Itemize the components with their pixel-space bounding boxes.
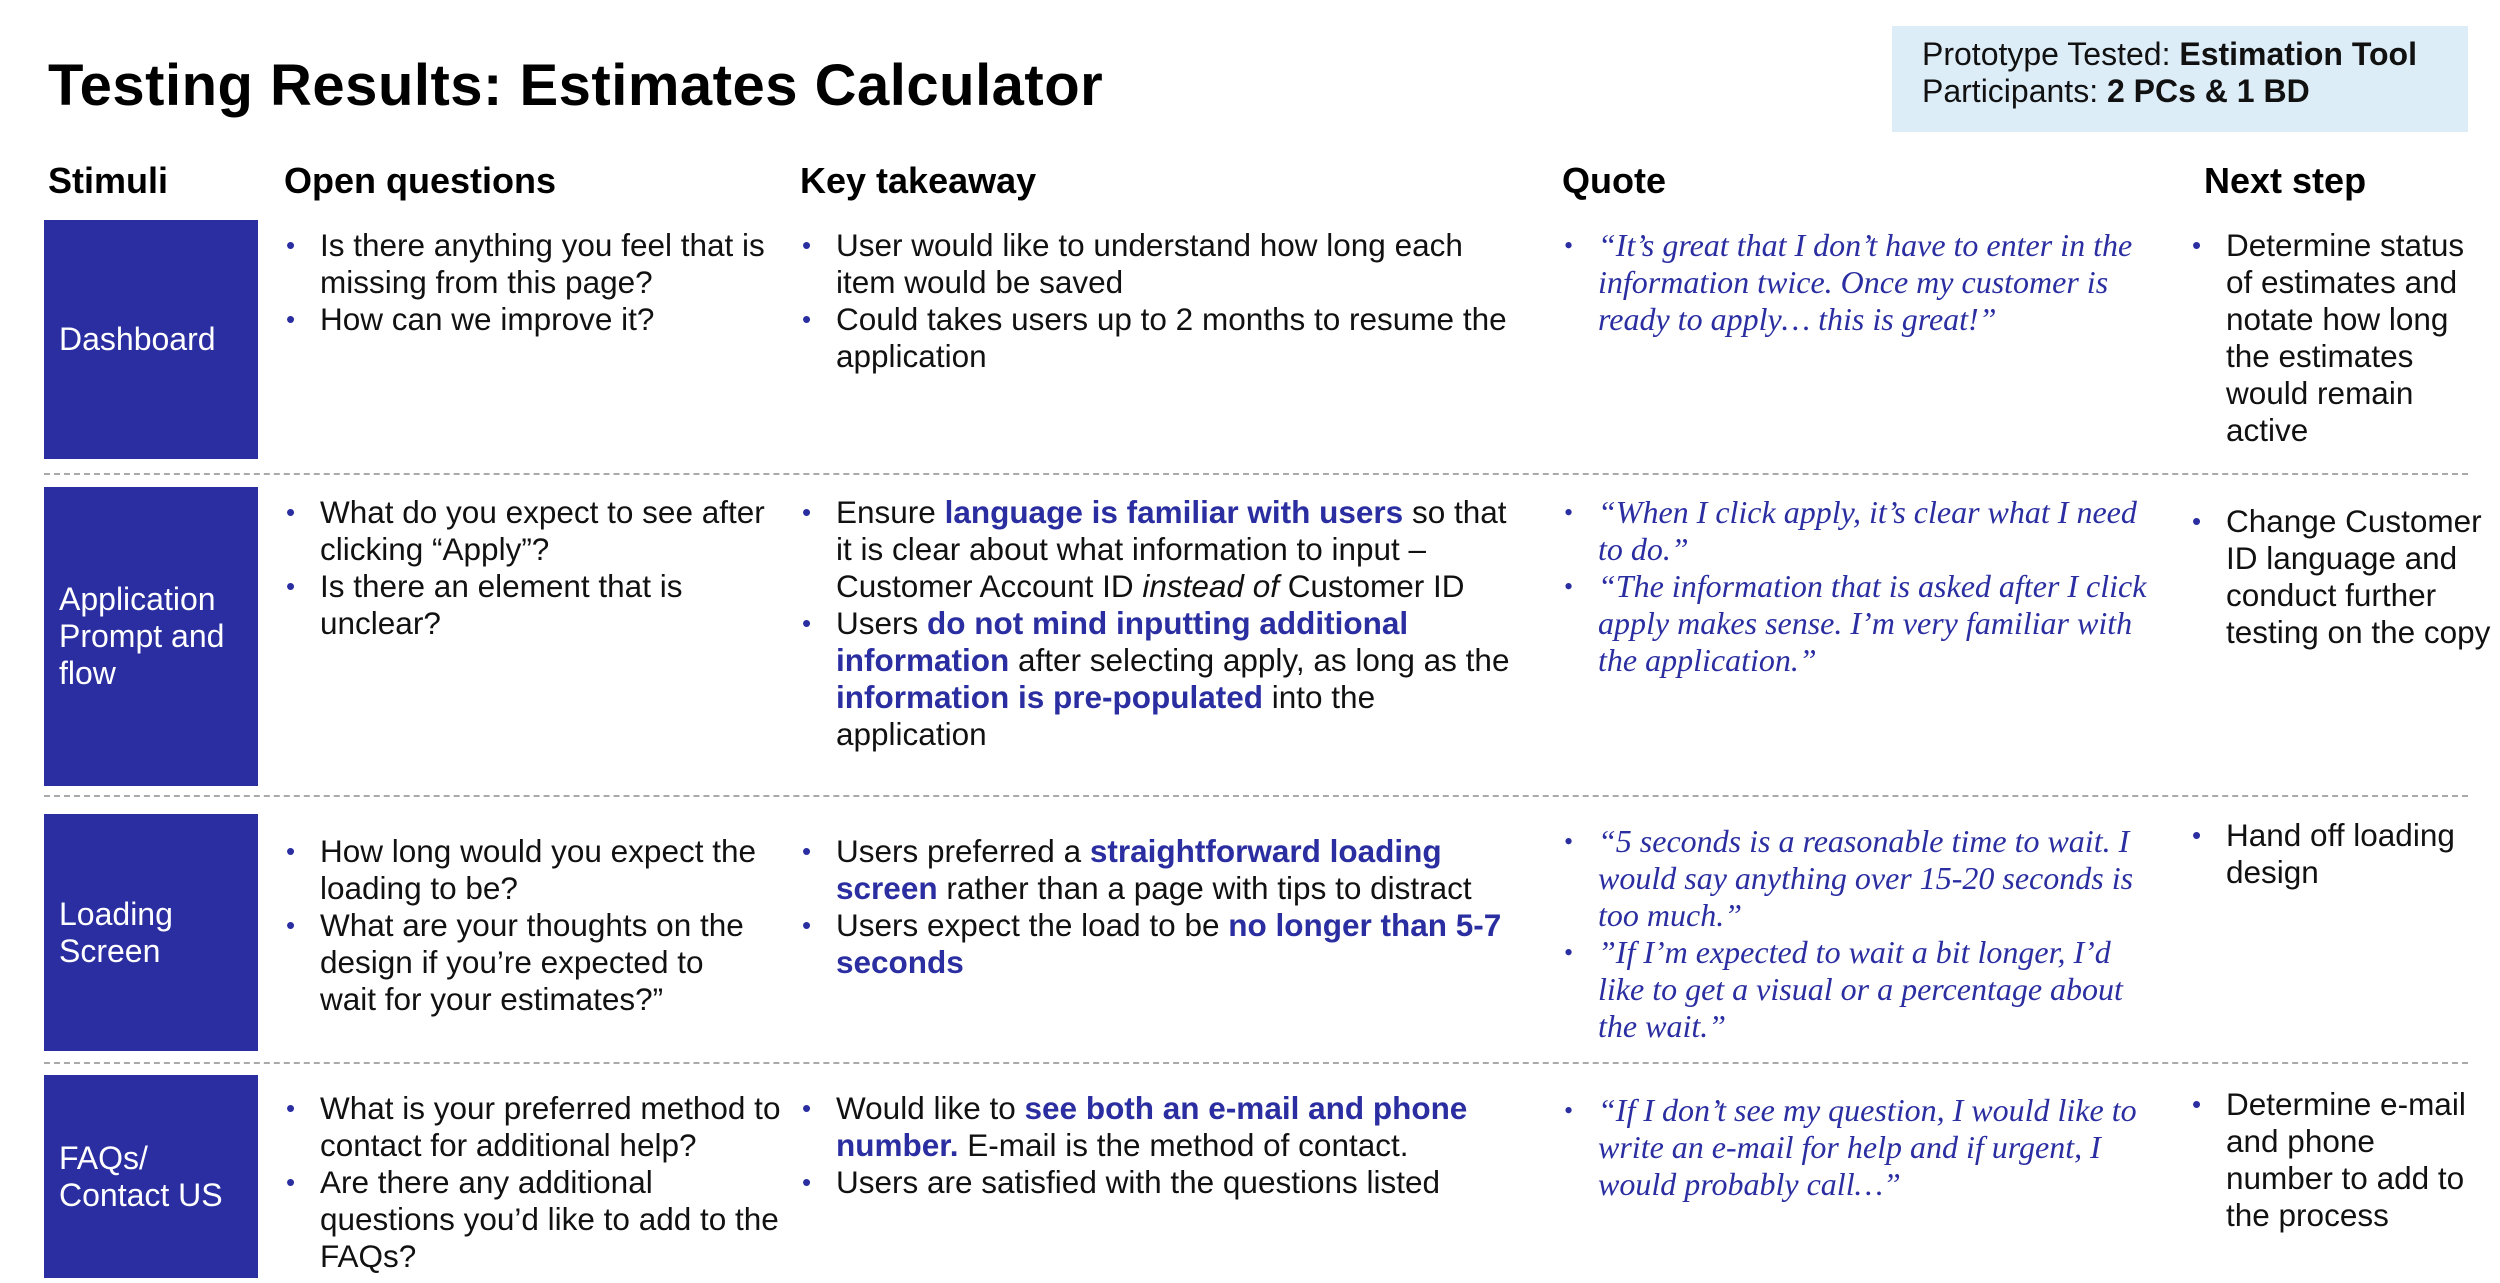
next-step-item: • Determine status of estimates and notate how long the estimates would remain active — [2190, 227, 2490, 449]
stimulus-label-line: FAQs/ — [59, 1139, 148, 1176]
participants-label: Participants: — [1922, 73, 2107, 109]
key-takeaway-cell — [800, 1090, 1520, 1201]
takeaway-text: Customer ID — [1278, 568, 1465, 604]
question-item: • What do you expect to see after clicking “Apply”? — [284, 494, 784, 568]
stimulus-loading-screen — [44, 814, 258, 1051]
quote-cell — [1562, 823, 2162, 1045]
stimulus-label-line: Dashboard — [59, 321, 216, 357]
takeaway-text: Users preferred a — [836, 833, 1090, 869]
quote-item: • “5 seconds is a reasonable time to wait. I would say anything over 15-20 seconds is too much.” — [1562, 823, 2162, 934]
stimulus-label-line: flow — [59, 655, 116, 691]
highlighted-text: do not mind inputting additional information — [836, 605, 1409, 678]
page-title: Testing Results: Estimates Calculator — [48, 53, 1104, 118]
question-item: • What are your thoughts on the design if you’re expected to wait for your estimates?” — [284, 907, 764, 1018]
participants-line — [1922, 73, 2438, 110]
prototype-tested-label: Prototype Tested: — [1922, 36, 2180, 72]
takeaway-text: User would like to understand how long each item would be saved — [836, 227, 1463, 300]
open-questions-cell — [284, 494, 784, 642]
highlighted-text: see both an e-mail and phone number. — [836, 1090, 1468, 1163]
quote-item: • “If I don’t see my question, I would like to write an e-mail for help and if urgent, I would probably call…” — [1562, 1092, 2162, 1203]
header-open-questions: Open questions — [284, 160, 557, 201]
highlighted-text: information is pre-populated — [836, 679, 1264, 715]
quote-cell — [1562, 1092, 2162, 1203]
takeaway-text: Users — [836, 605, 928, 641]
key-takeaway-cell — [800, 494, 1520, 753]
stimulus-label-line: Application — [59, 581, 216, 617]
stimulus-label-line: Prompt and — [59, 618, 225, 654]
stimulus-dashboard — [44, 220, 258, 459]
header-stimuli: Stimuli — [48, 160, 169, 201]
quote-item: • “The information that is asked after I click apply makes sense. I’m very familiar with the application.” — [1562, 568, 2162, 679]
open-questions-cell — [284, 833, 764, 1018]
takeaway-item — [800, 605, 1520, 753]
row-divider — [44, 1062, 2468, 1064]
highlighted-text: no longer than 5-7 seconds — [836, 907, 1502, 980]
question-item: • Are there any additional questions you’d like to add to the FAQs? — [284, 1164, 794, 1275]
takeaway-item — [800, 833, 1520, 907]
quote-cell — [1562, 227, 2162, 338]
takeaway-item — [800, 1090, 1520, 1164]
stimulus-label-line: Contact US — [59, 1176, 223, 1213]
highlighted-text: straightforward loading screen — [836, 833, 1442, 906]
stimulus-application-prompt — [44, 487, 258, 786]
takeaway-text: Users expect the load to be — [836, 907, 1229, 943]
takeaway-text: Would like to — [836, 1090, 1025, 1126]
takeaway-item — [800, 1164, 1520, 1201]
header-quote: Quote — [1562, 160, 1666, 201]
quote-cell — [1562, 494, 2162, 679]
takeaway-text: rather than a page with tips to distract — [937, 870, 1472, 906]
open-questions-cell — [284, 1090, 794, 1275]
question-item: • What is your preferred method to contact for additional help? — [284, 1090, 794, 1164]
header-next-step: Next step — [2204, 160, 2367, 201]
stimulus-faqs-contact — [44, 1075, 258, 1278]
takeaway-item — [800, 227, 1520, 301]
takeaway-text: after selecting apply, as long as the — [1009, 642, 1510, 678]
takeaway-text: so that it is clear about what information to input – Customer Account ID — [836, 494, 1507, 604]
header-key-takeaway: Key takeaway — [800, 160, 1037, 201]
next-step-cell — [2190, 1086, 2490, 1234]
takeaway-text: Ensure — [836, 494, 945, 530]
takeaway-text: E-mail is the method of contact. — [958, 1127, 1409, 1163]
quote-item: • ”If I’m expected to wait a bit longer, I’d like to get a visual or a percentage about the wait.” — [1562, 934, 2162, 1045]
italic-text: instead of — [1142, 568, 1279, 604]
next-step-item: • Determine e-mail and phone number to add to the process — [2190, 1086, 2490, 1234]
question-item: • How can we improve it? — [284, 301, 784, 338]
quote-item: • “It’s great that I don’t have to enter in the information twice. Once my customer is ready to apply… this is great!” — [1562, 227, 2162, 338]
participants-value: 2 PCs & 1 BD — [2106, 73, 2310, 109]
next-step-cell — [2190, 227, 2490, 449]
question-item: • How long would you expect the loading to be? — [284, 833, 764, 907]
takeaway-item — [800, 301, 1520, 375]
takeaway-text: Could takes users up to 2 months to resume the application — [836, 301, 1507, 374]
next-step-cell — [2190, 503, 2495, 651]
takeaway-item — [800, 494, 1520, 605]
open-questions-cell — [284, 227, 784, 338]
takeaway-item — [800, 907, 1520, 981]
question-item: • Is there anything you feel that is missing from this page? — [284, 227, 784, 301]
highlighted-text: language is familiar with users — [944, 494, 1404, 530]
quote-item: • “When I click apply, it’s clear what I need to do.” — [1562, 494, 2162, 568]
stimulus-label-line: Loading — [59, 895, 173, 932]
key-takeaway-cell — [800, 227, 1520, 375]
prototype-info-box — [1892, 26, 2468, 132]
next-step-item: • Hand off loading design — [2190, 817, 2490, 891]
prototype-tested-line — [1922, 36, 2438, 73]
prototype-tested-value: Estimation Tool — [2179, 36, 2417, 72]
takeaway-text: into the application — [836, 679, 1376, 752]
row-divider — [44, 795, 2468, 797]
row-divider — [44, 473, 2468, 475]
next-step-cell — [2190, 817, 2490, 891]
key-takeaway-cell — [800, 833, 1520, 981]
next-step-item: • Change Customer ID language and conduct further testing on the copy — [2190, 503, 2495, 651]
stimulus-label-line: Screen — [59, 932, 161, 969]
takeaway-text: Users are satisfied with the questions listed — [836, 1164, 1441, 1200]
question-item: • Is there an element that is unclear? — [284, 568, 784, 642]
